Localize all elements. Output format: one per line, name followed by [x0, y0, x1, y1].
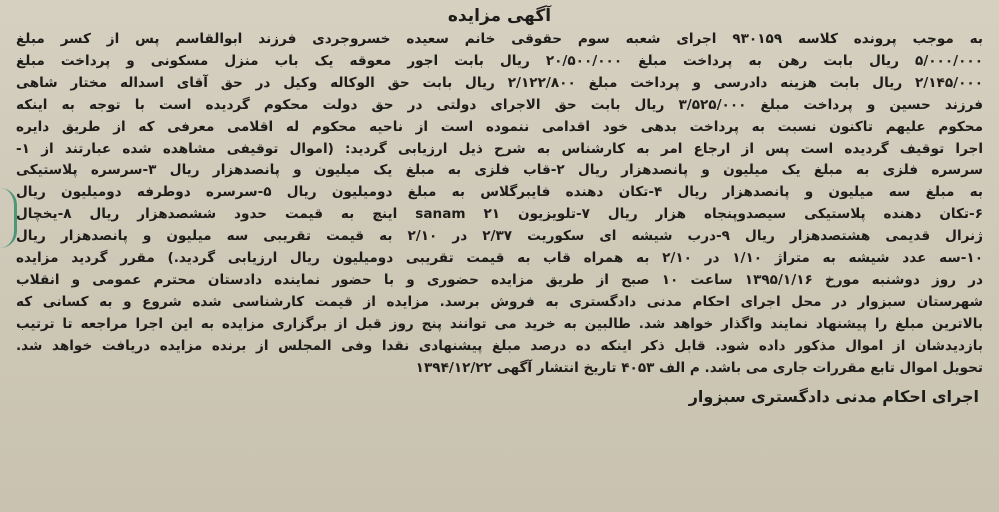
body-line-1: به موجب پرونده کلاسه ۹۳۰۱۵۹ اجرای شعبه سوم حقوقی خانم سعیده خسروجردی فرزند ابوالقاسم پس از کسر مبلغ: [16, 31, 983, 47]
body-line-5: محکوم علیهم تاکنون نسبت به پرداخت بدهی خود اقدامی ننموده است از ناحیه محکوم له اقلامی معرفی که از طریق دایره: [16, 118, 983, 135]
body-line-11: ۱۰-سه عدد شیشه به متراژ ۱/۱۰ در ۲/۱۰ به همراه قاب به قیمت تقریبی دومیلیون ریال ارزیابی گردید.) مقرر گردید مزایده: [16, 250, 983, 267]
notice-title: آگهی مزایده: [447, 6, 552, 26]
notice-body: [10, 29, 989, 380]
body-line-16: تحویل اموال تابع مقررات جاری می باشد. م الف ۴۰۵۳ تاریخ انتشار آگهی ۱۳۹۴/۱۲/۲۲: [415, 359, 983, 376]
body-line-7: سرسره فلزی به مبلغ یک میلیون و پانصدهزار ریال ۲-قاب فلزی به مبلغ یک میلیون و پانصدهزار ریال ۳-سرسره پلاستیکی: [16, 162, 983, 179]
body-line-13: شهرستان سبزوار در محل اجرای احکام مدنی دادگستری به فروش برسد. مزایده از قیمت کارشناسی شده شروع و به کسانی که: [16, 293, 983, 310]
body-line-10: ژنرال قدیمی هشتصدهزار ریال ۹-درب شیشه ای سکوریت ۲/۳۷ در ۲/۱۰ به قیمت تقریبی سه میلیون و پانصدهزار ریال: [16, 228, 983, 245]
body-line-3: ۲/۱۴۵/۰۰۰ ریال بابت هزینه دادرسی و پرداخت مبلغ ۲/۱۲۲/۸۰۰ ریال بابت حق الوکاله وکیل در حق آقای اسداله مختار شاهی: [16, 74, 983, 91]
body-line-15: بازدیدشان از اموال مذکور داده شود. قابل ذکر اینکه ده درصد مبلغ پیشنهادی نقدا وفی المجلس از برنده مزایده دریافت خواهد شد.: [16, 337, 983, 354]
body-line-2: ۵/۰۰۰/۰۰۰ ریال بابت رهن به پرداخت مبلغ ۲۰/۵۰۰/۰۰۰ ریال بابت اجور معوقه یک باب منزل مسکونی و پرداخت مبلغ: [16, 52, 983, 69]
body-line-14: بالاترین مبلغ را پیشنهاد نمایند واگذار خواهد شد. طالبین به خرید می توانند پنج روز قبل از برگزاری مزایده به این اجرا مراجعه تا ترتیب: [16, 315, 983, 332]
issuer-signature: اجرای احکام مدنی دادگستری سبزوار: [688, 386, 979, 406]
torn-edge-mark: [0, 188, 17, 248]
body-line-6: اجرا توقیف گردیده است پس از ارجاع امر به کارشناس به شرح ذیل ارزیابی گردید: (اموال توقیفی مشاهده شده عبارتند از ۱-: [16, 140, 983, 157]
body-line-9: ۶-تکان دهنده پلاستیکی سیصدوپنجاه هزار ریال ۷-تلویزیون sanam ۲۱ اینچ به قیمت حدود ششصدهزار ریال ۸-یخچال: [16, 206, 983, 223]
body-line-8: به مبلغ سه میلیون و پانصدهزار ریال ۴-تکان دهنده فایبرگلاس به مبلغ دومیلیون ریال ۵-سرسره دوطرفه دومیلیون ریال: [16, 184, 983, 201]
body-line-4: فرزند حسین و پرداخت مبلغ ۳/۵۲۵/۰۰۰ ریال بابت حق الاجرای دولتی در حق دولت محکوم گردیده است با توجه به اینکه: [16, 96, 983, 113]
body-line-12: در روز دوشنبه مورخ ۱۳۹۵/۱/۱۶ ساعت ۱۰ صبح از طریق مزایده حضوری و با حضور نماینده دادستان محترم عمومی و انقلاب: [16, 271, 983, 288]
